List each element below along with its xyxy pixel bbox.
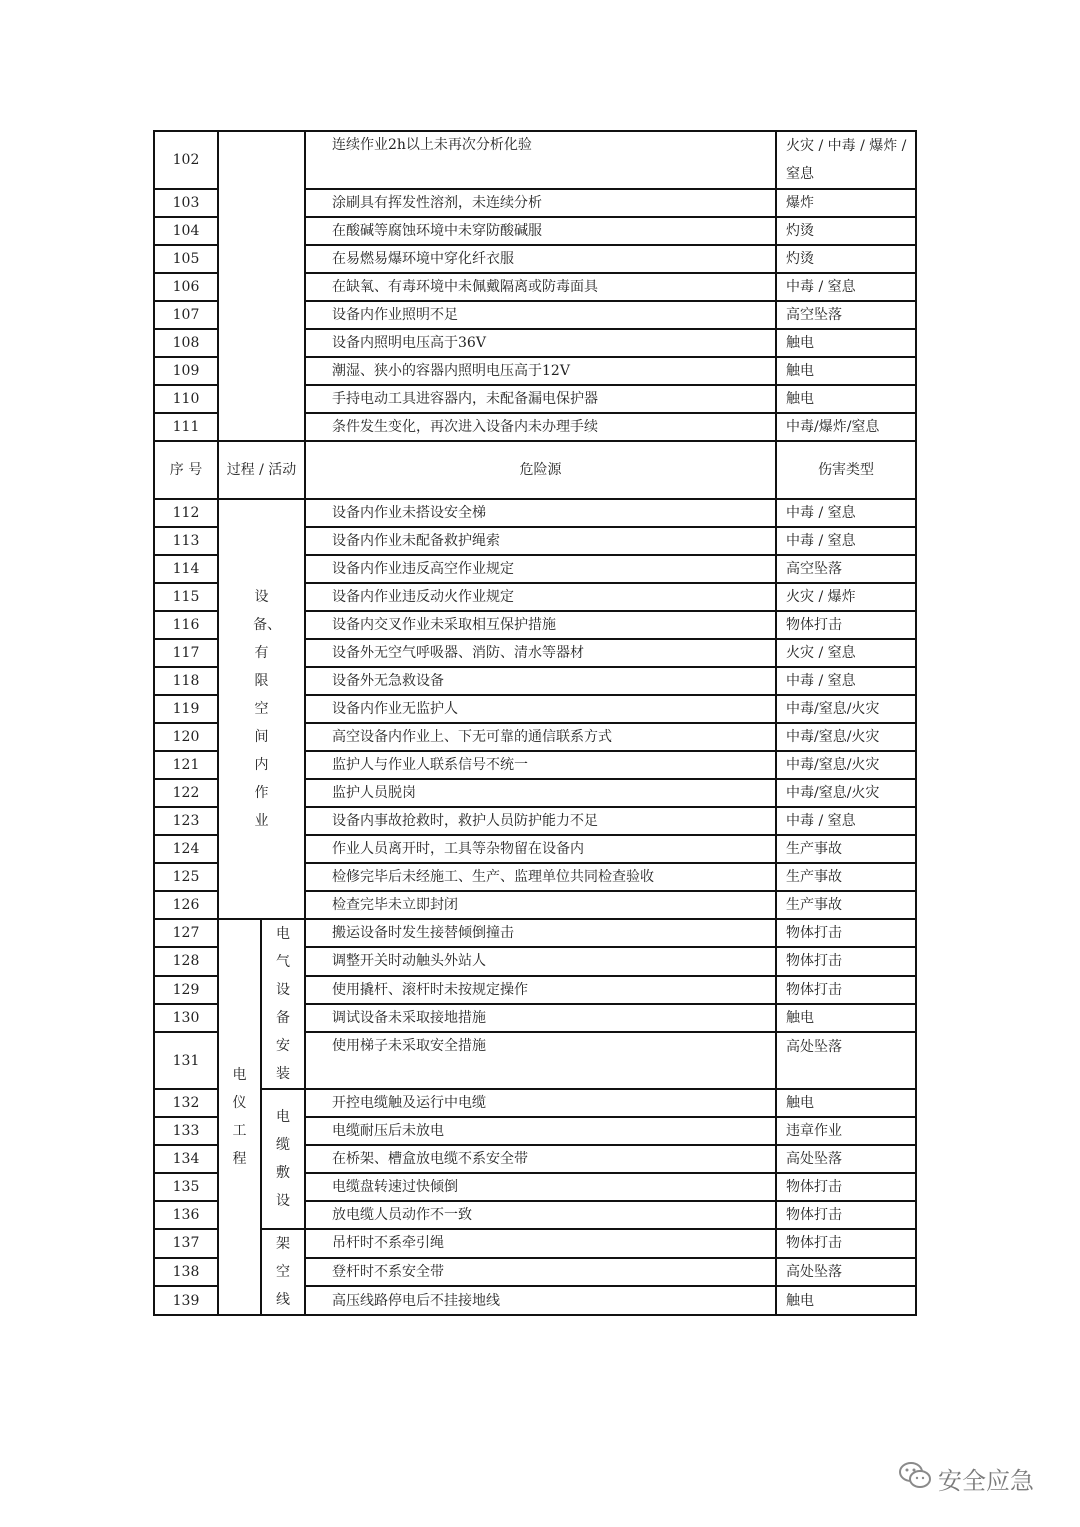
- hazard-source: 在缺氧、有毒环境中未佩戴隔离或防毒面具: [305, 273, 776, 301]
- hazard-source: 高空设备内作业上、下无可靠的通信联系方式: [305, 723, 776, 751]
- subgroup-equipment-install: [261, 919, 305, 1089]
- injury-type: 火灾 / 窒息: [776, 639, 916, 667]
- hazard-source: 搬运设备时发生接替倾倒撞击: [305, 919, 776, 947]
- hazard-source: 放电缆人员动作不一致: [305, 1201, 776, 1229]
- row-number: 117: [154, 639, 218, 667]
- hazard-source: 在桥架、槽盒放电缆不系安全带: [305, 1145, 776, 1173]
- hazard-source: 电缆盘转速过快倾倒: [305, 1173, 776, 1201]
- row-number: 109: [154, 357, 218, 385]
- header-process: 过程 / 活动: [218, 441, 305, 499]
- subgroup-cable-laying-label: 电缆敷设: [275, 1109, 290, 1209]
- injury-type: 触电: [776, 329, 916, 357]
- subgroup-overhead-line-label: 架空线: [275, 1236, 290, 1308]
- hazard-source: 调试设备未采取接地措施: [305, 1004, 776, 1032]
- hazard-table: [153, 130, 917, 1316]
- row-number: 111: [154, 413, 218, 441]
- row-number: 116: [154, 611, 218, 639]
- table-row: [154, 1229, 916, 1258]
- hazard-source: 高压线路停电后不挂接地线: [305, 1286, 776, 1315]
- row-number: 126: [154, 891, 218, 919]
- injury-type: 触电: [776, 357, 916, 385]
- hazard-source: 连续作业2h以上未再次分析化验: [305, 131, 776, 189]
- table-row: [154, 131, 916, 189]
- injury-type: 火灾 / 中毒 / 爆炸 / 窒息: [776, 131, 916, 189]
- row-number: 106: [154, 273, 218, 301]
- hazard-source: 在易燃易爆环境中穿化纤衣服: [305, 245, 776, 273]
- hazard-source: 监护人员脱岗: [305, 779, 776, 807]
- hazard-source: 设备外无急救设备: [305, 667, 776, 695]
- hazard-source: 设备内交叉作业未采取相互保护措施: [305, 611, 776, 639]
- injury-type: 违章作业: [776, 1117, 916, 1145]
- hazard-source: 设备内作业违反动火作业规定: [305, 583, 776, 611]
- injury-type: 灼烫: [776, 217, 916, 245]
- hazard-source: 吊杆时不系牵引绳: [305, 1229, 776, 1258]
- injury-type: 爆炸: [776, 189, 916, 217]
- hazard-source: 调整开关时动触头外站人: [305, 947, 776, 975]
- hazard-source: 涂刷具有挥发性溶剂，未连续分析: [305, 189, 776, 217]
- header-hazard: 危险源: [305, 441, 776, 499]
- injury-type: 物体打击: [776, 1201, 916, 1229]
- injury-type: 灼烫: [776, 245, 916, 273]
- hazard-source: 设备内作业未搭设安全梯: [305, 499, 776, 527]
- row-number: 127: [154, 919, 218, 947]
- row-number: 130: [154, 1004, 218, 1032]
- injury-type: 物体打击: [776, 976, 916, 1004]
- injury-type: 生产事故: [776, 835, 916, 863]
- row-number: 133: [154, 1117, 218, 1145]
- table-row: [154, 1089, 916, 1117]
- row-number: 137: [154, 1229, 218, 1258]
- hazard-source: 手持电动工具进容器内，未配备漏电保护器: [305, 385, 776, 413]
- wechat-icon: [898, 1460, 932, 1496]
- row-number: 102: [154, 131, 218, 189]
- row-number: 113: [154, 527, 218, 555]
- row-number: 118: [154, 667, 218, 695]
- process-cell-continued: [218, 131, 305, 441]
- injury-type: 触电: [776, 1004, 916, 1032]
- injury-type: 中毒/爆炸/窒息: [776, 413, 916, 441]
- injury-type: 中毒/窒息/火灾: [776, 695, 916, 723]
- injury-type: 物体打击: [776, 611, 916, 639]
- row-number: 110: [154, 385, 218, 413]
- row-number: 139: [154, 1286, 218, 1315]
- injury-type: 高处坠落: [776, 1145, 916, 1173]
- row-number: 132: [154, 1089, 218, 1117]
- row-number: 120: [154, 723, 218, 751]
- subgroup-overhead-line: [261, 1229, 305, 1315]
- watermark-text: 安全应急: [938, 1466, 1034, 1495]
- injury-type: 触电: [776, 385, 916, 413]
- row-number: 123: [154, 807, 218, 835]
- hazard-source: 登杆时不系安全带: [305, 1258, 776, 1287]
- hazard-source: 在酸碱等腐蚀环境中未穿防酸碱服: [305, 217, 776, 245]
- injury-type: 触电: [776, 1089, 916, 1117]
- hazard-source: 设备内照明电压高于36V: [305, 329, 776, 357]
- hazard-source: 设备外无空气呼吸器、消防、清水等器材: [305, 639, 776, 667]
- injury-type: 高空坠落: [776, 555, 916, 583]
- subgroup-equipment-install-label: 电气设备安装: [275, 926, 290, 1082]
- watermark: [898, 1460, 1034, 1496]
- injury-type: 生产事故: [776, 863, 916, 891]
- row-number: 134: [154, 1145, 218, 1173]
- injury-type: 高空坠落: [776, 301, 916, 329]
- group-confined-space: [218, 499, 305, 919]
- row-number: 115: [154, 583, 218, 611]
- injury-type: 高处坠落: [776, 1032, 916, 1089]
- row-number: 131: [154, 1032, 218, 1089]
- row-number: 125: [154, 863, 218, 891]
- injury-type: 中毒 / 窒息: [776, 273, 916, 301]
- injury-type: 高处坠落: [776, 1258, 916, 1287]
- row-number: 105: [154, 245, 218, 273]
- hazard-source: 条件发生变化，再次进入设备内未办理手续: [305, 413, 776, 441]
- hazard-source: 设备内作业照明不足: [305, 301, 776, 329]
- injury-type: 生产事故: [776, 891, 916, 919]
- hazard-source: 设备内事故抢救时，救护人员防护能力不足: [305, 807, 776, 835]
- row-number: 112: [154, 499, 218, 527]
- row-number: 129: [154, 976, 218, 1004]
- row-number: 103: [154, 189, 218, 217]
- table-row: [154, 919, 916, 947]
- hazard-source: 监护人与作业人联系信号不统一: [305, 751, 776, 779]
- row-number: 138: [154, 1258, 218, 1287]
- row-number: 104: [154, 217, 218, 245]
- hazard-source: 设备内作业未配备救护绳索: [305, 527, 776, 555]
- group-confined-space-label: 设备、有限空间内作业: [253, 589, 282, 829]
- row-number: 121: [154, 751, 218, 779]
- table-header-row: [154, 441, 916, 499]
- injury-type: 中毒 / 窒息: [776, 499, 916, 527]
- group-electrical-label: 电仪工程: [232, 1067, 247, 1167]
- row-number: 122: [154, 779, 218, 807]
- hazard-source: 使用撬杆、滚杆时未按规定操作: [305, 976, 776, 1004]
- row-number: 107: [154, 301, 218, 329]
- row-number: 128: [154, 947, 218, 975]
- subgroup-cable-laying: [261, 1089, 305, 1229]
- row-number: 119: [154, 695, 218, 723]
- header-injury-type: 伤害类型: [776, 441, 916, 499]
- table-row: [154, 499, 916, 527]
- injury-type: 物体打击: [776, 919, 916, 947]
- header-number: 序 号: [154, 441, 218, 499]
- row-number: 108: [154, 329, 218, 357]
- injury-type: 火灾 / 爆炸: [776, 583, 916, 611]
- injury-type: 中毒/窒息/火灾: [776, 751, 916, 779]
- hazard-source: 电缆耐压后未放电: [305, 1117, 776, 1145]
- injury-type: 中毒/窒息/火灾: [776, 723, 916, 751]
- hazard-source: 使用梯子未采取安全措施: [305, 1032, 776, 1089]
- injury-type: 触电: [776, 1286, 916, 1315]
- injury-type: 物体打击: [776, 947, 916, 975]
- injury-type: 中毒 / 窒息: [776, 667, 916, 695]
- row-number: 136: [154, 1201, 218, 1229]
- injury-type: 物体打击: [776, 1173, 916, 1201]
- injury-type: 物体打击: [776, 1229, 916, 1258]
- group-electrical: [218, 919, 261, 1315]
- hazard-source: 开控电缆触及运行中电缆: [305, 1089, 776, 1117]
- hazard-source: 作业人员离开时，工具等杂物留在设备内: [305, 835, 776, 863]
- hazard-source: 检修完毕后未经施工、生产、监理单位共同检查验收: [305, 863, 776, 891]
- hazard-source: 设备内作业违反高空作业规定: [305, 555, 776, 583]
- row-number: 114: [154, 555, 218, 583]
- injury-type: 中毒 / 窒息: [776, 807, 916, 835]
- injury-type: 中毒/窒息/火灾: [776, 779, 916, 807]
- hazard-source: 检查完毕未立即封闭: [305, 891, 776, 919]
- injury-type: 中毒 / 窒息: [776, 527, 916, 555]
- row-number: 124: [154, 835, 218, 863]
- hazard-source: 设备内作业无监护人: [305, 695, 776, 723]
- row-number: 135: [154, 1173, 218, 1201]
- hazard-source: 潮湿、狭小的容器内照明电压高于12V: [305, 357, 776, 385]
